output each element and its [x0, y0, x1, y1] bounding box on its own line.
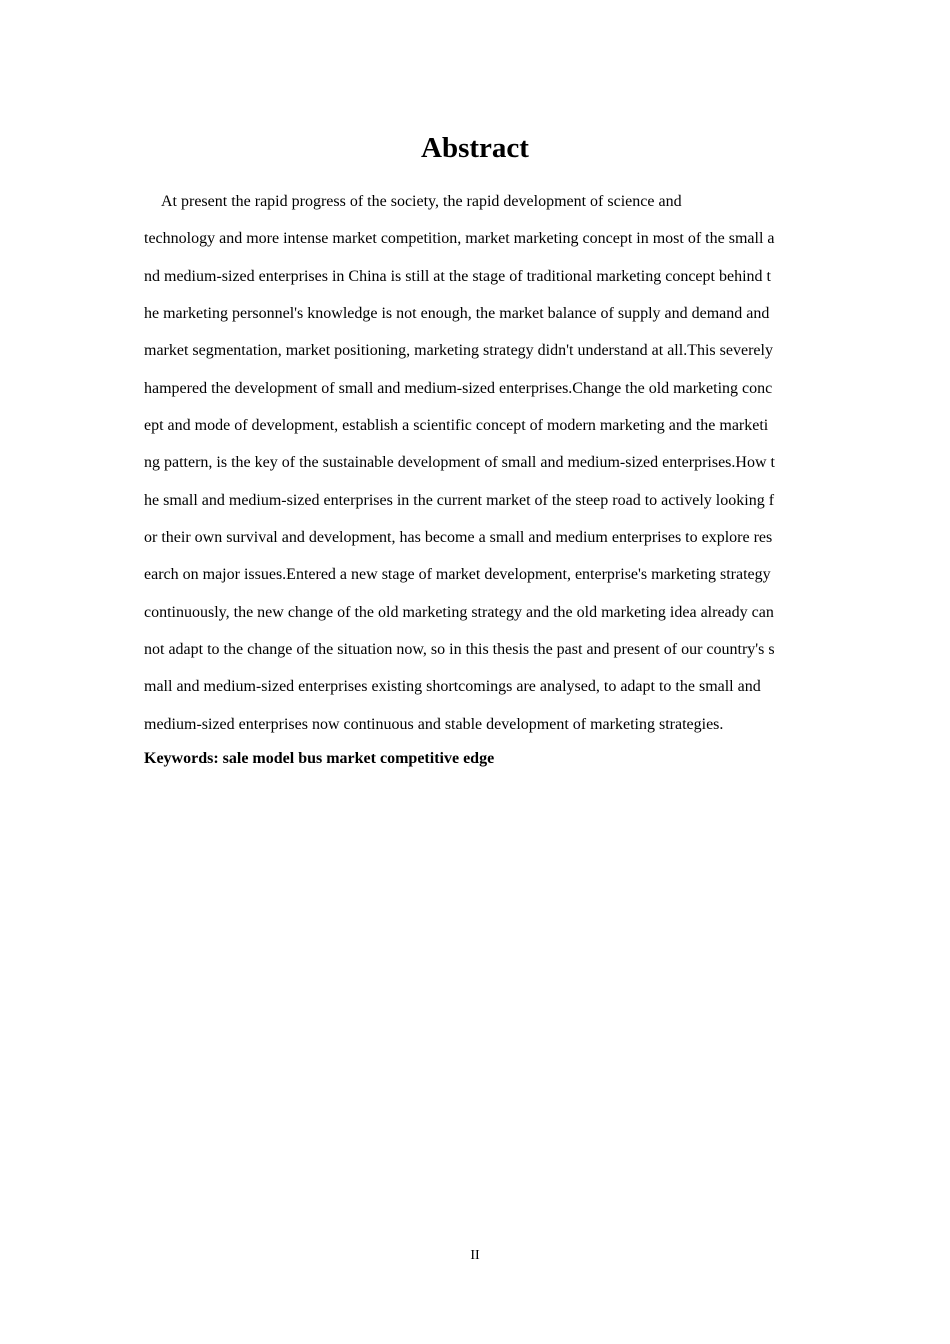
keywords-line: Keywords: sale model bus market competitive edge — [144, 750, 495, 767]
abstract-line: he small and medium-sized enterprises in the current market of the steep road to actively looking f — [144, 492, 775, 509]
abstract-line: he marketing personnel's knowledge is not enough, the market balance of supply and demand and — [144, 305, 770, 322]
abstract-line: technology and more intense market competition, market marketing concept in most of the small a — [144, 230, 775, 247]
abstract-line: hampered the development of small and medium-sized enterprises.Change the old marketing conc — [144, 380, 773, 397]
abstract-line: market segmentation, market positioning, marketing strategy didn't understand at all.This severely — [144, 342, 773, 359]
abstract-line: ng pattern, is the key of the sustainable development of small and medium-sized enterprises.How t — [144, 454, 775, 471]
abstract-line: or their own survival and development, has become a small and medium enterprises to explore res — [144, 529, 773, 546]
abstract-line: nd medium-sized enterprises in China is still at the stage of traditional marketing concept behind t — [144, 268, 771, 285]
abstract-line: medium-sized enterprises now continuous and stable development of marketing strategies. — [144, 716, 724, 733]
abstract-title: Abstract — [421, 132, 529, 164]
abstract-line: mall and medium-sized enterprises existing shortcomings are analysed, to adapt to the small and — [144, 678, 761, 695]
abstract-line: not adapt to the change of the situation now, so in this thesis the past and present of our country's s — [144, 641, 775, 658]
page-number: II — [470, 1248, 480, 1263]
abstract-line: continuously, the new change of the old marketing strategy and the old marketing idea already can — [144, 604, 774, 621]
abstract-line: earch on major issues.Entered a new stage of market development, enterprise's marketing strategy — [144, 566, 771, 583]
abstract-line: ept and mode of development, establish a scientific concept of modern marketing and the marketi — [144, 417, 769, 434]
abstract-line: At present the rapid progress of the society, the rapid development of science and — [161, 193, 682, 210]
